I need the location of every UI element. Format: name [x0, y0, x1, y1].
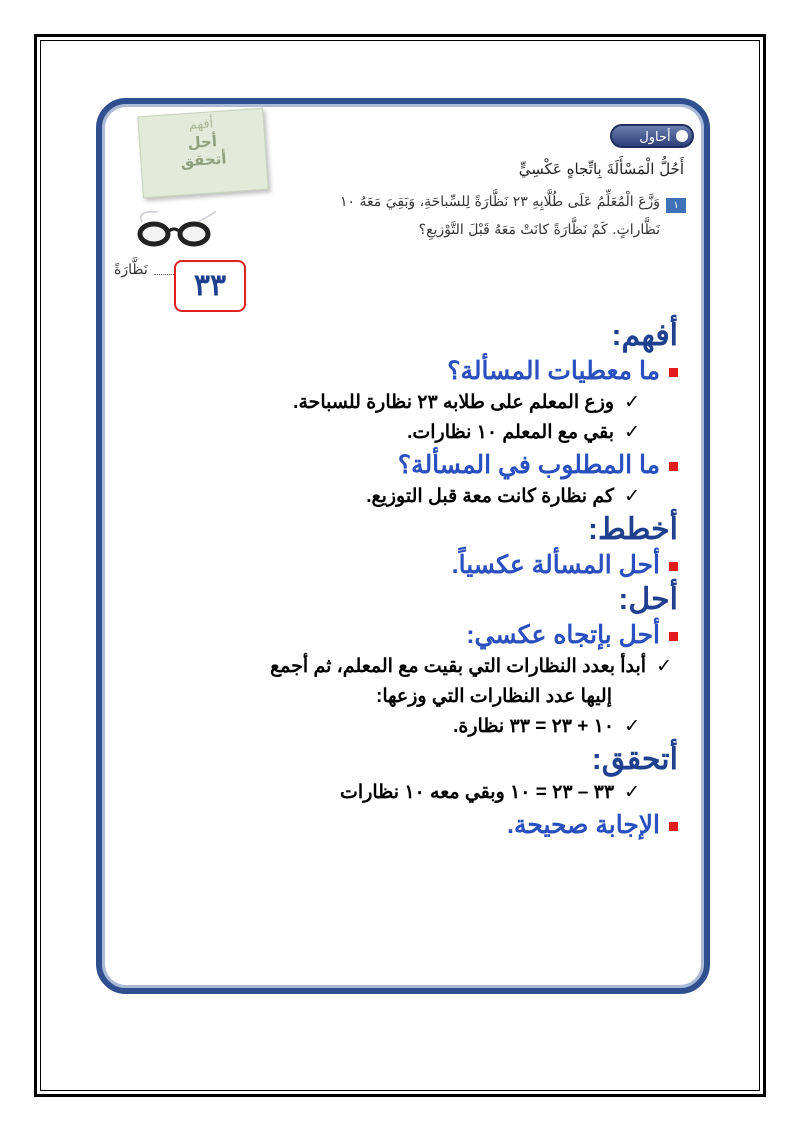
given-2-text: بقي مع المعلم ١٠ نظارات. — [407, 422, 615, 443]
bullet-plan — [108, 548, 678, 582]
red-square-bullet-icon — [669, 822, 678, 831]
problem-number: ١ — [666, 198, 686, 213]
red-square-bullet-icon — [669, 562, 678, 571]
heading-solve: أحل: — [618, 583, 678, 616]
lesson-card — [96, 98, 710, 994]
solve-text: أحل بإتجاه عكسي: — [466, 621, 660, 649]
sticky-note — [137, 108, 268, 199]
problem-text-line-1: وَزَّعَ الْمُعَلِّمُ عَلَى طُلَّابِهِ ٢٣ نَظَّارَةً لِلسِّباحَةِ، وَبَقِيَ مَعَهُ ١٠ — [340, 194, 660, 210]
check-item-given-1 — [108, 388, 678, 418]
answer-unit: نَظَّارَةً — [114, 262, 148, 278]
red-square-bullet-icon — [669, 462, 678, 471]
try-badge: أحاول — [610, 124, 694, 148]
check-item-step-2 — [108, 712, 678, 742]
sticky-line-understand: أفهم — [188, 116, 214, 133]
bullet-required-question — [108, 448, 678, 482]
step-1-text-a: أبدأ بعدد النظارات التي بقيت مع المعلم، ثم أجمع — [270, 656, 647, 677]
bullet-answer-correct — [108, 808, 678, 842]
heading-understand: أفهم: — [611, 319, 678, 352]
check-item-step-1 — [108, 652, 678, 682]
solution-steps — [108, 318, 678, 842]
strategy-title: أَحُلُّ الْمَسْأَلَةَ بِاتِّجاهٍ عَكْسِيٍّ — [518, 160, 684, 178]
answer-correct-text: الإجابة صحيحة. — [507, 811, 660, 839]
plan-text: أحل المسألة عكسياً. — [451, 551, 660, 579]
check-mark-icon: ✓ — [624, 422, 640, 443]
sticky-line-solve: أحل — [186, 132, 218, 153]
check-mark-icon: ✓ — [624, 782, 640, 803]
bullet-given-question — [108, 354, 678, 388]
step-2-text: ١٠ + ٢٣ = ٣٣ نظارة. — [453, 716, 615, 737]
verify-text: ٣٣ – ٢٣ = ١٠ وبقي معه ١٠ نظارات — [340, 782, 615, 803]
heading-check: أتحقق: — [591, 743, 678, 776]
sticky-line-check: أتحقق — [179, 149, 228, 171]
check-mark-icon: ✓ — [624, 486, 640, 507]
given-1-text: وزع المعلم على طلابه ٢٣ نظارة للسباحة. — [293, 392, 615, 413]
check-mark-icon: ✓ — [624, 716, 640, 737]
check-mark-icon: ✓ — [656, 656, 672, 677]
heading-plan: أخطط: — [588, 513, 678, 546]
step-1-continuation: إليها عدد النظارات التي وزعها: — [376, 686, 612, 707]
check-item-given-2 — [108, 418, 678, 448]
red-square-bullet-icon — [669, 632, 678, 641]
given-question-text: ما معطيات المسألة؟ — [447, 357, 660, 385]
answer-box: ٣٣ — [174, 260, 246, 312]
problem-text-line-2: نَظَّاراتٍ. كَمْ نَظَّارَةً كانَتْ مَعَهُ قَبْلَ التَّوْزيعِ؟ — [418, 222, 660, 238]
red-square-bullet-icon — [669, 368, 678, 377]
required-1-text: كم نظارة كانت معة قبل التوزيع. — [366, 486, 615, 507]
check-item-verify — [108, 778, 678, 808]
check-item-required-1 — [108, 482, 678, 512]
check-mark-icon: ✓ — [624, 392, 640, 413]
bullet-solve — [108, 618, 678, 652]
swim-goggles-icon — [128, 208, 228, 248]
required-question-text: ما المطلوب في المسألة؟ — [397, 451, 660, 479]
answer-dotted-line — [154, 274, 176, 275]
